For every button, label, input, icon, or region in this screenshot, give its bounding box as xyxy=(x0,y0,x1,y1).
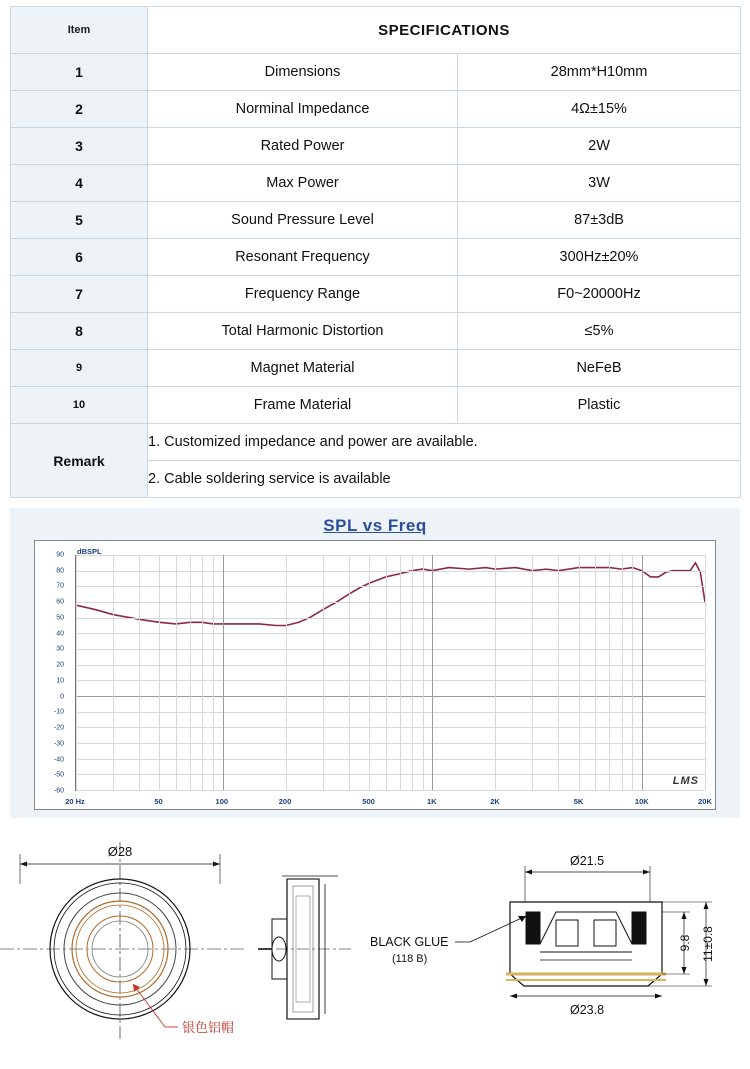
y-tick-label: -30 xyxy=(53,740,64,748)
table-row xyxy=(11,313,741,350)
grid-line-vertical xyxy=(323,555,324,790)
grid-line-horizontal xyxy=(76,665,705,666)
grid-line-vertical xyxy=(349,555,350,790)
y-tick-label: 50 xyxy=(56,614,64,622)
y-tick-label: -10 xyxy=(53,708,64,716)
grid-line-horizontal xyxy=(76,774,705,775)
header-item: Item xyxy=(11,7,148,54)
x-tick-label: 50 xyxy=(154,797,163,806)
row-value: 87±3dB xyxy=(458,202,741,239)
row-name: Magnet Material xyxy=(148,350,458,387)
chart-ylabel: dBSPL xyxy=(77,547,102,556)
row-value: ≤5% xyxy=(458,313,741,350)
row-index: 9 xyxy=(11,350,148,387)
grid-line-vertical xyxy=(609,555,610,790)
table-row xyxy=(11,165,741,202)
table-row xyxy=(11,239,741,276)
grid-line-vertical xyxy=(202,555,203,790)
grid-line-horizontal xyxy=(76,633,705,634)
grid-line-vertical xyxy=(705,555,706,790)
section-outer-height-label: 11±0.8 xyxy=(701,926,715,962)
table-row xyxy=(11,202,741,239)
table-row xyxy=(11,54,741,91)
grid-line-vertical xyxy=(495,555,496,790)
table-row xyxy=(11,91,741,128)
row-index: 7 xyxy=(11,276,148,313)
row-name: Sound Pressure Level xyxy=(148,202,458,239)
front-callout-label: 银色铝帽 xyxy=(182,1020,235,1035)
y-tick-label: 20 xyxy=(56,661,64,669)
grid-line-horizontal xyxy=(76,586,705,587)
grid-line-horizontal xyxy=(76,571,705,572)
row-index: 4 xyxy=(11,165,148,202)
grid-line-vertical xyxy=(176,555,177,790)
y-tick-label: -20 xyxy=(53,724,64,732)
remark-line: 1. Customized impedance and power are available. xyxy=(148,424,741,461)
front-dim-label: Ø28 xyxy=(107,844,133,859)
row-name: Dimensions xyxy=(148,54,458,91)
y-tick-label: 10 xyxy=(56,677,64,685)
front-view-drawing xyxy=(0,842,245,1039)
spl-chart-section xyxy=(10,508,740,818)
grid-line-vertical xyxy=(213,555,214,790)
grid-line-horizontal xyxy=(76,602,705,603)
row-index: 5 xyxy=(11,202,148,239)
remark-row xyxy=(11,424,741,461)
grid-line-horizontal xyxy=(76,696,705,697)
row-index: 8 xyxy=(11,313,148,350)
row-value: 3W xyxy=(458,165,741,202)
grid-line-vertical xyxy=(190,555,191,790)
grid-line-vertical xyxy=(286,555,287,790)
section-inner-height-label: 9.8 xyxy=(678,934,692,952)
table-row xyxy=(11,387,741,424)
spl-curve xyxy=(76,555,705,790)
grid-line-horizontal xyxy=(76,680,705,681)
x-tick-label: 5K xyxy=(573,797,584,806)
grid-line-vertical xyxy=(642,555,643,790)
table-header-row xyxy=(11,7,741,54)
table-row xyxy=(11,350,741,387)
chart-plot-area xyxy=(34,540,716,810)
row-value: 2W xyxy=(458,128,741,165)
grid-line-vertical xyxy=(595,555,596,790)
y-tick-label: 90 xyxy=(56,551,64,559)
x-tick-label: 20 Hz xyxy=(65,797,85,806)
drawings-svg xyxy=(0,824,750,1064)
black-glue-label: BLACK GLUE xyxy=(370,935,449,949)
grid-line-horizontal xyxy=(76,759,705,760)
row-name: Frame Material xyxy=(148,387,458,424)
grid-line-vertical xyxy=(432,555,433,790)
y-tick-label: 40 xyxy=(56,630,64,638)
black-glue-sublabel: (118 B) xyxy=(392,953,428,965)
x-tick-label: 20K xyxy=(698,797,712,806)
specifications-section xyxy=(0,0,750,498)
row-index: 1 xyxy=(11,54,148,91)
grid-line-horizontal xyxy=(76,743,705,744)
x-tick-label: 10K xyxy=(634,797,649,806)
y-tick-label: 60 xyxy=(56,598,64,606)
y-tick-label: 0 xyxy=(60,693,64,701)
grid-line-horizontal xyxy=(76,790,705,791)
table-row xyxy=(11,276,741,313)
y-tick-label: -40 xyxy=(53,756,64,764)
row-name: Resonant Frequency xyxy=(148,239,458,276)
remark-label: Remark xyxy=(11,424,148,498)
section-bottom-dim-label: Ø23.8 xyxy=(569,1003,605,1017)
grid-line-vertical xyxy=(532,555,533,790)
row-name: Rated Power xyxy=(148,128,458,165)
grid-line-horizontal xyxy=(76,649,705,650)
grid-line-vertical xyxy=(632,555,633,790)
grid-line-vertical xyxy=(400,555,401,790)
grid-line-vertical xyxy=(579,555,580,790)
grid-line-vertical xyxy=(139,555,140,790)
y-tick-label: -60 xyxy=(53,787,64,795)
chart-grid xyxy=(75,555,705,791)
remark-line: 2. Cable soldering service is available xyxy=(148,461,741,498)
row-index: 6 xyxy=(11,239,148,276)
grid-line-horizontal xyxy=(76,712,705,713)
row-value: 300Hz±20% xyxy=(458,239,741,276)
row-index: 2 xyxy=(11,91,148,128)
y-tick-label: 30 xyxy=(56,645,64,653)
row-value: NeFeB xyxy=(458,350,741,387)
grid-line-horizontal xyxy=(76,727,705,728)
row-value: 28mm*H10mm xyxy=(458,54,741,91)
technical-drawings-section xyxy=(0,824,750,1064)
grid-line-horizontal xyxy=(76,618,705,619)
row-index: 10 xyxy=(11,387,148,424)
chart-title: SPL vs Freq xyxy=(323,516,427,535)
spl-series-line xyxy=(76,563,705,626)
x-tick-label: 500 xyxy=(362,797,375,806)
row-value: F0~20000Hz xyxy=(458,276,741,313)
y-tick-label: -50 xyxy=(53,771,64,779)
grid-line-vertical xyxy=(423,555,424,790)
row-index: 3 xyxy=(11,128,148,165)
row-name: Frequency Range xyxy=(148,276,458,313)
row-name: Max Power xyxy=(148,165,458,202)
grid-line-vertical xyxy=(223,555,224,790)
grid-line-vertical xyxy=(113,555,114,790)
grid-line-vertical xyxy=(386,555,387,790)
x-tick-label: 200 xyxy=(278,797,292,806)
section-view-drawing xyxy=(455,866,712,999)
grid-line-vertical xyxy=(159,555,160,790)
y-tick-label: 80 xyxy=(56,567,64,575)
table-row xyxy=(11,128,741,165)
row-name: Norminal Impedance xyxy=(148,91,458,128)
header-specifications: SPECIFICATIONS xyxy=(148,7,741,54)
x-tick-label: 100 xyxy=(215,797,229,806)
x-tick-label: 1K xyxy=(426,797,437,806)
grid-line-vertical xyxy=(622,555,623,790)
chart-watermark: LMS xyxy=(672,775,699,787)
y-tick-label: 70 xyxy=(56,582,64,590)
grid-line-vertical xyxy=(369,555,370,790)
section-top-dim-label: Ø21.5 xyxy=(569,854,605,868)
row-name: Total Harmonic Distortion xyxy=(148,313,458,350)
grid-line-vertical xyxy=(76,555,77,790)
grid-line-vertical xyxy=(412,555,413,790)
grid-line-horizontal xyxy=(76,555,705,556)
row-value: 4Ω±15% xyxy=(458,91,741,128)
grid-line-vertical xyxy=(558,555,559,790)
side-view-drawing xyxy=(258,876,352,1019)
specifications-table xyxy=(10,6,741,498)
x-tick-label: 2K xyxy=(490,797,500,806)
row-value: Plastic xyxy=(458,387,741,424)
